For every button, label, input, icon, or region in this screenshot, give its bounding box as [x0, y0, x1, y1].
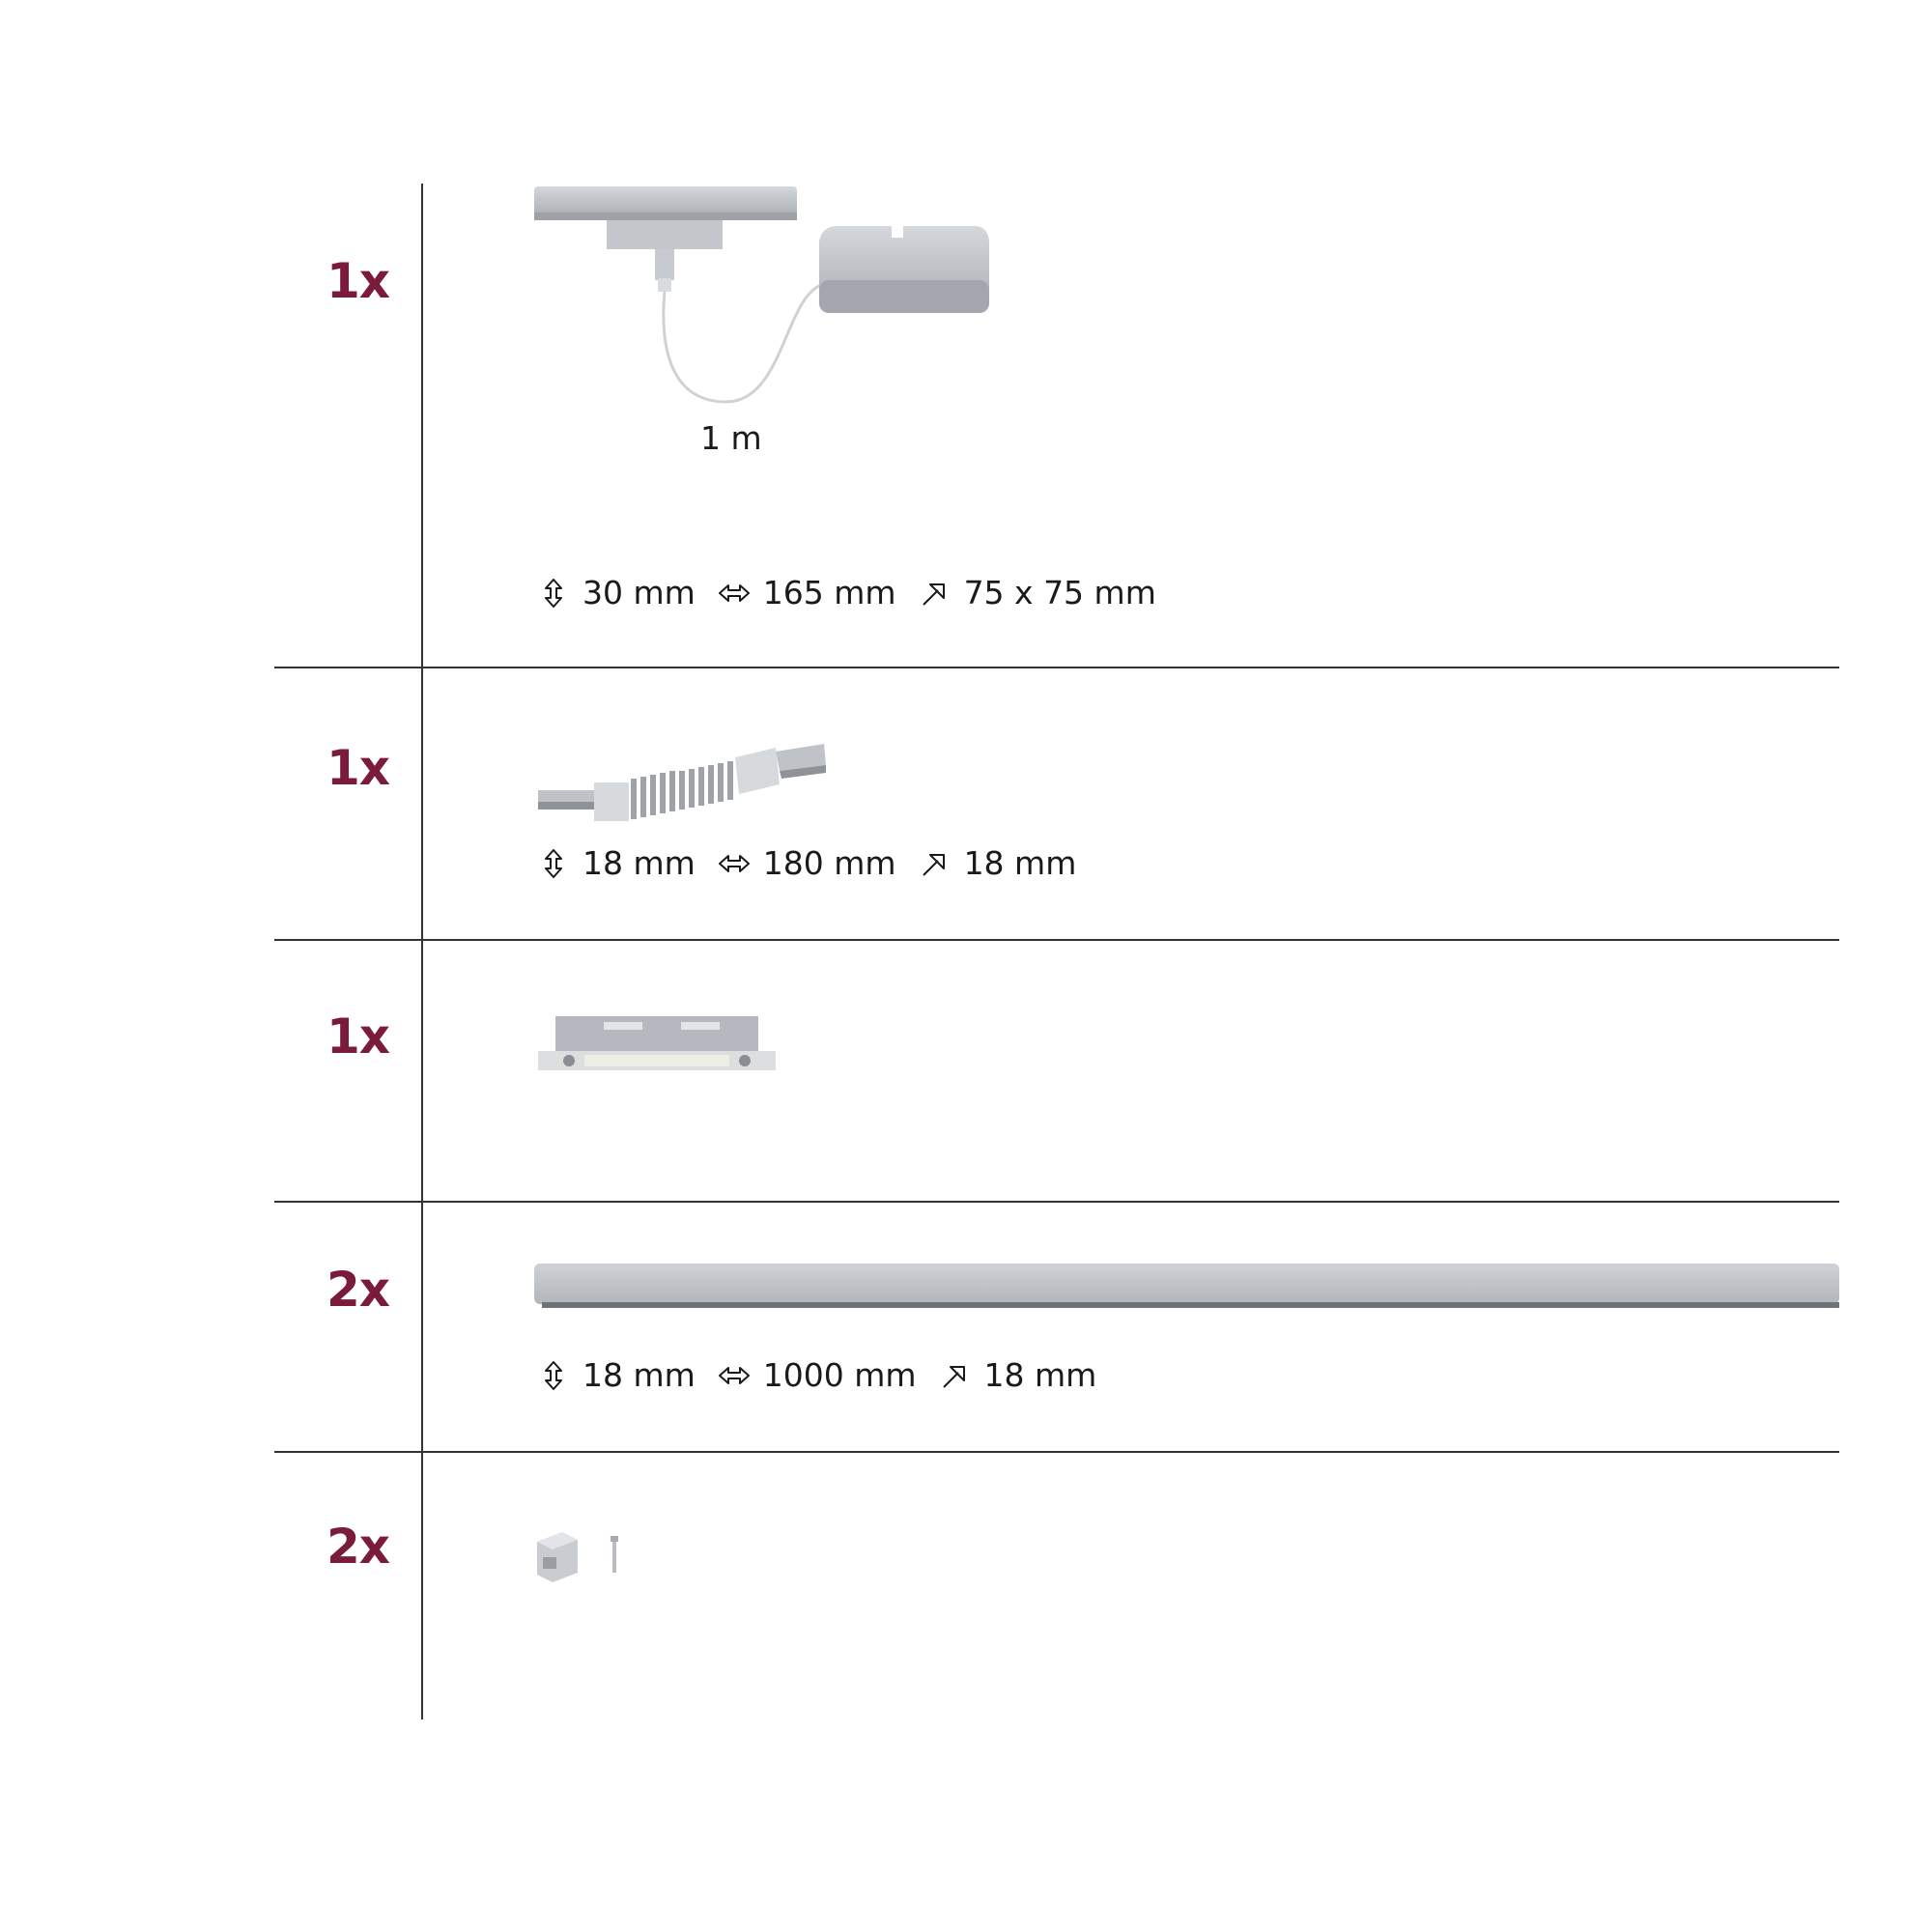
footprint-value: 18 mm	[983, 1356, 1097, 1394]
row-divider	[274, 667, 1839, 668]
end-cap-with-screw-icon	[533, 1528, 630, 1586]
flex-connector-icon	[536, 744, 826, 831]
height-value: 18 mm	[582, 844, 696, 882]
height-arrow-icon	[536, 576, 571, 611]
height-arrow-icon	[536, 846, 571, 881]
straight-connector-icon	[536, 1012, 778, 1078]
length-value: 1000 mm	[762, 1356, 917, 1394]
depth-arrow-icon	[938, 1358, 973, 1393]
quantity-label: 1x	[327, 740, 390, 796]
length-arrow-icon	[717, 576, 752, 611]
dimensions-row	[536, 844, 1097, 882]
footprint-value: 18 mm	[963, 844, 1077, 882]
quantity-label: 2x	[327, 1519, 390, 1575]
row-divider	[274, 1451, 1839, 1453]
height-arrow-icon	[536, 1358, 571, 1393]
dimensions-row	[536, 1356, 1118, 1394]
cable-length-label: 1 m	[700, 419, 762, 457]
quantity-label: 1x	[327, 1009, 390, 1065]
quantity-label: 2x	[327, 1262, 390, 1318]
length-value: 180 mm	[762, 844, 896, 882]
vertical-divider	[421, 184, 423, 1719]
dimensions-row	[536, 574, 1178, 611]
row-divider	[274, 1201, 1839, 1203]
height-value: 18 mm	[582, 1356, 696, 1394]
rail-profile-icon	[534, 1262, 1839, 1316]
quantity-label: 1x	[327, 253, 390, 309]
length-arrow-icon	[717, 1358, 752, 1393]
row-divider	[274, 939, 1839, 941]
depth-arrow-icon	[918, 846, 952, 881]
length-arrow-icon	[717, 846, 752, 881]
height-value: 30 mm	[582, 574, 696, 611]
feed-in-with-power-box-icon	[531, 184, 995, 415]
depth-arrow-icon	[918, 576, 952, 611]
footprint-value: 75 x 75 mm	[963, 574, 1156, 611]
length-value: 165 mm	[762, 574, 896, 611]
